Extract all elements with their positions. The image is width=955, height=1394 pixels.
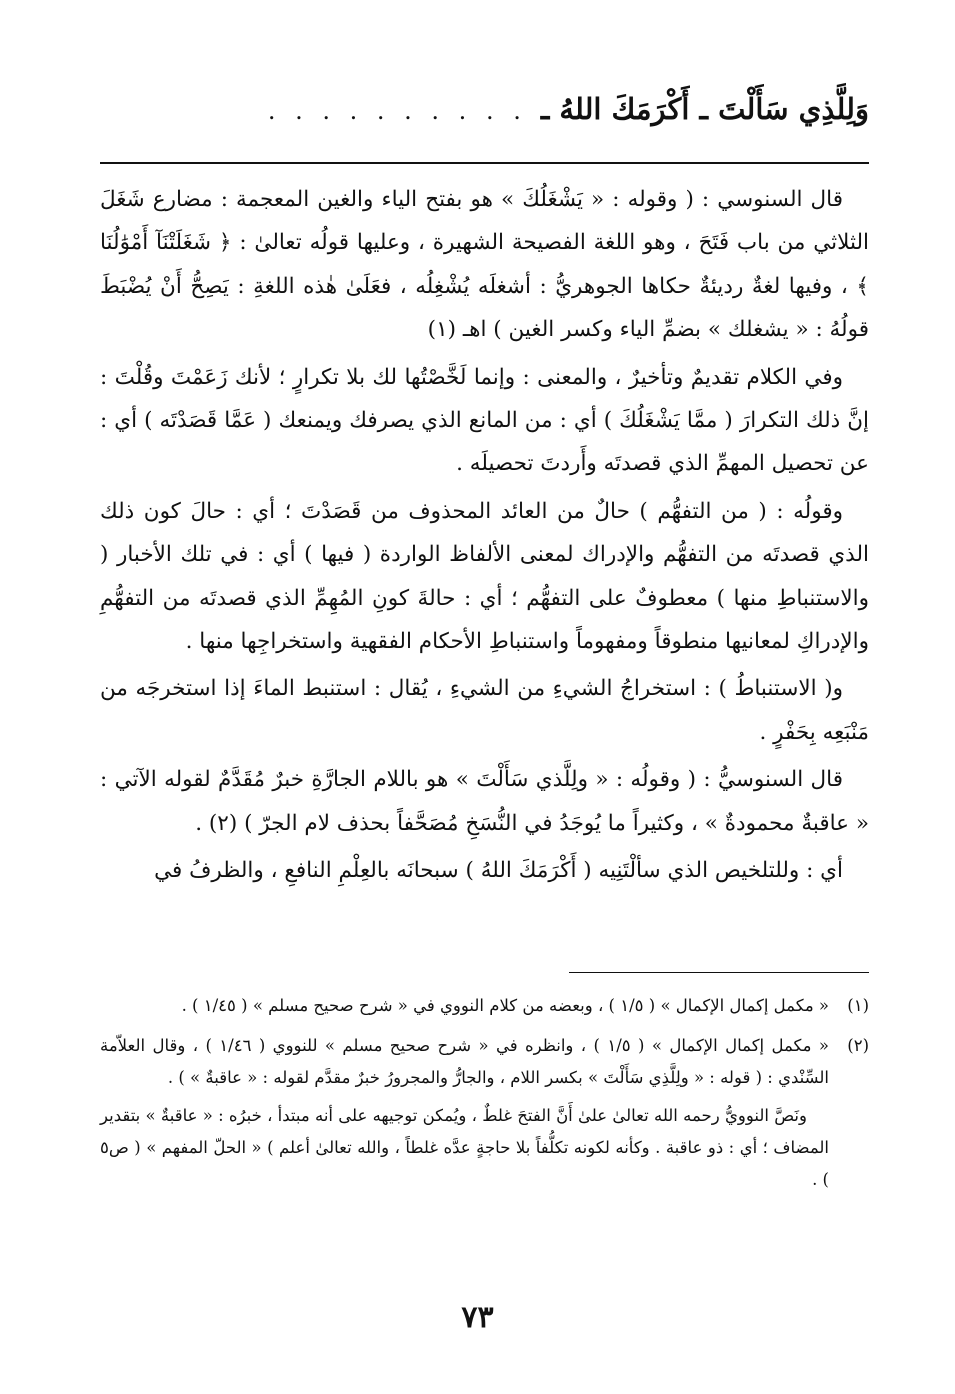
footnote xyxy=(100,990,869,1022)
footnote-text: « مكمل إكمال الإكمال » ( ١/٥ ) ، وبعضه من كلام النووي في « شرح صحيح مسلم » ( ١/٤٥ ) . xyxy=(181,996,829,1015)
footnote-separator xyxy=(569,972,869,973)
header-title: وَلِلَّذِي سَأَلْتَ ـ أَكْرَمَكَ اللهُ ـ xyxy=(540,92,869,126)
paragraph: و( الاستنباطُ ) : استخراجُ الشيءِ من الشيءِ ، يُقال : استنبط الماءَ إذا استخرجَه من مَنْبَعِه بِحَفْرٍ . xyxy=(100,676,869,745)
footnote-number: (١) xyxy=(847,996,869,1015)
header-leader-dots: . . . . . . . . . . xyxy=(267,97,527,125)
paragraph: وقولُه : ( من التفهُّم ) حالٌ من العائد المحذوف من قَصَدْتَ ؛ أي : حالَ كون ذلك الذي قصدتَه من التفهُّم والإدراك لمعنى الألفاظ الواردة ( فيها ) أي : في تلك الأخبار ( والاستنباطِ منها ) معطوفٌ على التفهُّم ؛ أي : حالةَ كونِ المُهِمِّ الذي قصدتَه من التفهُّمِ والإدراكِ لمعانيها منطوقاً ومفهوماً واستنباطِ الأحكام الفقهية واستخراجِها منها . xyxy=(100,498,869,655)
main-text xyxy=(100,178,869,897)
paragraph: قال السنوسي : ( وقوله : « يَشْغَلُكَ » هو بفتح الياء والغين المعجمة : مضارع شَغَلَ الثلاثي من باب فَتَحَ ، وهو اللغة الفصيحة الشهيرة ، وعليها قولُه تعالىٰ : ﴿ شَغَلَتْنَآ أَمْوَٰلُنَا ﴾ ، وفيها لغةٌ رديئةٌ حكاها الجوهريُّ : أشغلَه يُشْغِلُه ، فعَلَىٰ هٰذه اللغةِ : يَصِحُّ أَنْ يُضْبَطَ قولُهُ : « يشغلك » بضمِّ الياء وكسر الغين ) اهـ (١) xyxy=(100,187,869,343)
footnote-continuation: ونَصَّ النوويُّ رحمه الله تعالىٰ علىٰ أَنَّ الفتحَ غلطٌ ، ويُمكن توجيهه على أنه مبتدأ ، خبرُه : « عاقبةٌ » بتقدير المضاف ؛ أي : ذو عاقبة . وكأنه لكونه تكلُّفاً بلا حاجةٍ عدَّه غلطاً ، والله تعالىٰ أعلم ) « الحلّ المفهم » ( ص٥ ) . xyxy=(100,1106,829,1189)
header-rule xyxy=(100,162,869,164)
running-header xyxy=(100,92,869,144)
footnotes xyxy=(100,990,869,1196)
footnote-number: (٢) xyxy=(847,1036,869,1055)
footnote-text: « مكمل إكمال الإكمال » ( ١/٥ ) ، وانظره في « شرح صحيح مسلم » للنووي ( ١/٤٦ ) ، وقال العلاّمة السِّنْدي : ( قوله : « ولِلَّذِي سَأَلْتَ » بكسر اللام ، والجارُّ والمجرورُ خبرٌ مقدَّم لقوله : « عاقبةٌ » ) . xyxy=(100,1036,829,1087)
paragraph: قال السنوسيُّ : ( وقولُه : « ولِلَّذي سَأَلْتَ » هو باللام الجارَّةِ خبرٌ مُقَدَّمٌ لقوله الآتي : « عاقبةٌ محمودةٌ » ، وكثيراً ما يُوجَدُ في النُّسَخِ مُصَحَّفاً بحذف لام الجرّ ) (٢) . xyxy=(100,767,869,836)
paragraph: وفي الكلام تقديمٌ وتأخيرٌ ، والمعنى : وإنما لَخَّصْتُها لك بلا تكرارٍ ؛ لأنك زَعَمْتَ وقُلْتَ : إنَّ ذلك التكرارَ ( ممَّا يَشْغَلُكَ ) أي : من المانع الذي يصرفك ويمنعك ( عَمَّا قَصَدْتَه ) أي : عن تحصيل المهمِّ الذي قصدتَه وأَردتَ تحصيلَه . xyxy=(100,364,869,477)
paragraph: أي : وللتلخيص الذي سألْتَنِيه ( أَكْرَمَكَ اللهُ ) سبحانَه بالعِلْمِ النافعِ ، والظرفُ في xyxy=(154,858,843,884)
page-number: ٧٣ xyxy=(461,1300,494,1335)
footnote xyxy=(100,1030,869,1094)
